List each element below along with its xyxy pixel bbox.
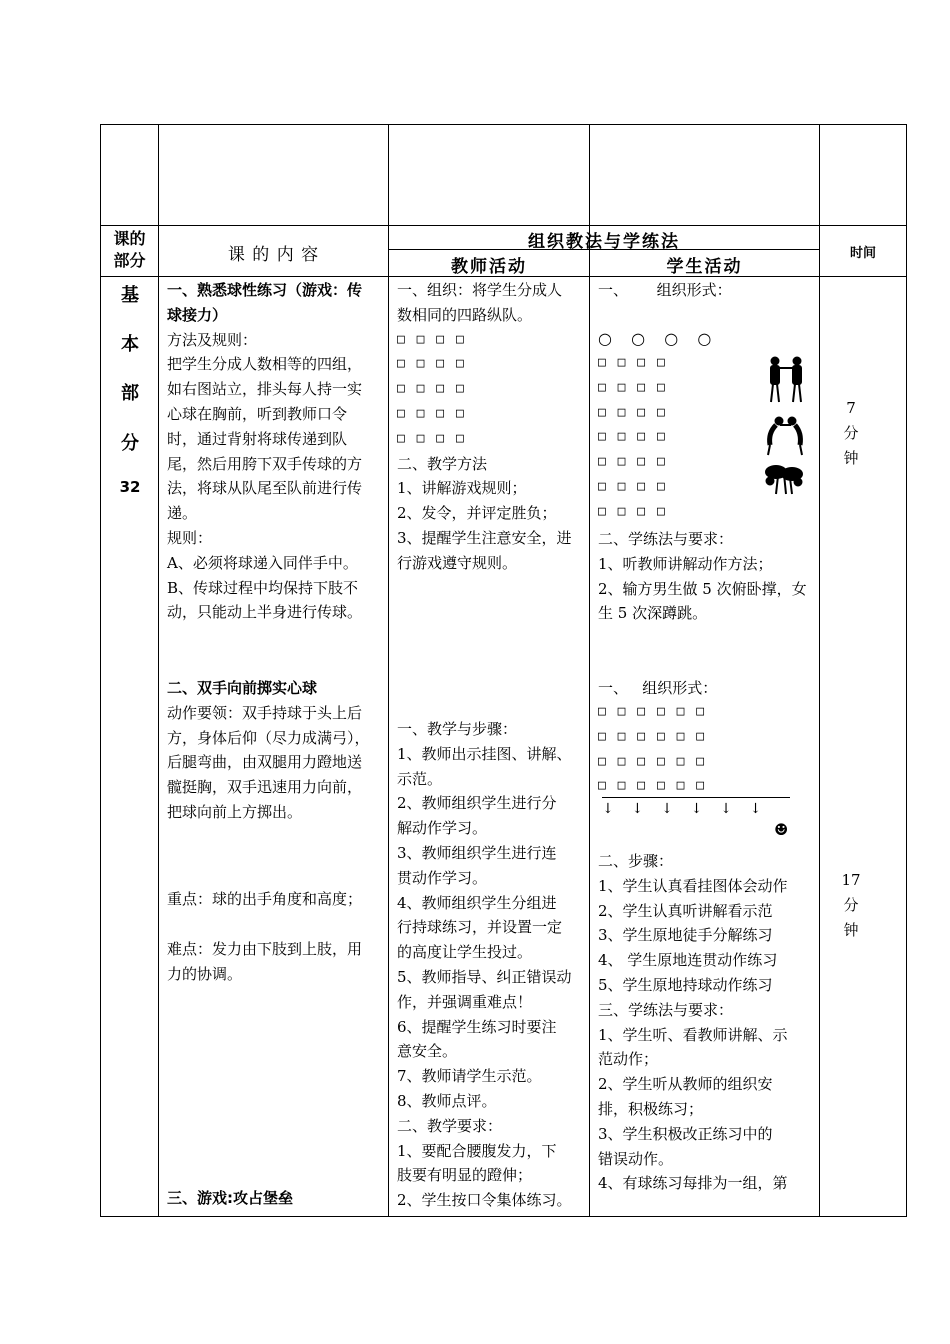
text-line: 1、教师出示挂图、讲解、 xyxy=(397,744,572,763)
student-block2-rest xyxy=(598,849,788,1196)
text-line: □ □ □ □ □ □ xyxy=(598,704,707,719)
text-line: 二、教学方法 xyxy=(397,454,488,473)
text-line: □ □ □ □ xyxy=(397,430,466,446)
text-line: 4、教师组织学生分组进 xyxy=(397,893,557,912)
text-line: □ □ □ □ xyxy=(397,331,466,347)
text-line: 1、学生认真看挂图体会动作 xyxy=(598,876,788,895)
section-char: 基 xyxy=(121,285,139,306)
text-line: □ □ □ □ xyxy=(598,379,667,395)
text-line: 动，只能动上半身进行传球。 xyxy=(167,603,363,622)
text-line: 1、听教师讲解动作方法； xyxy=(598,554,773,573)
throw-direction-arrows: ↓ ↓ ↓ ↓ ↓ ↓ xyxy=(602,801,762,817)
text-line: 5、学生原地持球动作练习 xyxy=(598,975,773,994)
student-grid1 xyxy=(598,351,667,525)
text-line: 8、教师点评。 xyxy=(397,1091,497,1110)
text-line: 方，身体后仰（尽力成满弓）， xyxy=(167,728,370,747)
text-line: 髋挺胸，双手迅速用力向前， xyxy=(167,778,363,797)
text-line: 如右图站立，排头每人持一实 xyxy=(167,380,363,399)
text-line: 解动作学习。 xyxy=(397,819,488,838)
text-line: 2、学生听从教师的组织安 xyxy=(598,1075,773,1094)
table-col-divider xyxy=(388,124,389,1216)
text-line: 时，通过背射将球传递到队 xyxy=(167,429,348,448)
header-time: 时间 xyxy=(849,246,876,261)
time-2 xyxy=(816,868,886,943)
text-line: □ □ □ □ xyxy=(598,454,667,470)
content-key-point: 重点：球的出手角度和高度； xyxy=(167,890,363,908)
content-part3: 三、游戏:攻占堡垒 xyxy=(167,1189,293,1207)
text-line: 5、教师指导、纠正错误动 xyxy=(397,967,572,986)
text-line: □ □ □ □ xyxy=(598,355,667,370)
content-part2 xyxy=(167,676,370,825)
table-border-bottom xyxy=(100,1216,907,1217)
text-line: □ □ □ □ xyxy=(397,405,466,421)
text-line: 错误动作。 xyxy=(598,1149,674,1168)
time-value: 17 xyxy=(841,871,861,889)
content-difficulty xyxy=(167,937,362,987)
text-line: □ □ □ □ xyxy=(598,404,667,420)
text-line: 7、教师请学生示范。 xyxy=(397,1067,542,1086)
text-line: 的高度让学生投过。 xyxy=(397,943,533,962)
text-line: 贯动作学习。 xyxy=(397,868,488,887)
header-org: 组织教法与学练法 xyxy=(528,232,680,252)
text-line: 尾，然后用胯下双手传球的方 xyxy=(167,454,363,473)
time-value: 7 xyxy=(846,399,856,417)
header-teacher: 教师活动 xyxy=(451,257,527,277)
text-line: 6、提醒学生练习时要注 xyxy=(397,1017,557,1036)
text-line: 作，并强调重难点！ xyxy=(397,992,533,1011)
table-col-divider xyxy=(589,124,590,1216)
text-line: 2、发令，并评定胜负； xyxy=(397,504,557,523)
text-line: □ □ □ □ xyxy=(598,503,667,519)
time-1 xyxy=(816,396,886,471)
table-col-divider xyxy=(819,124,820,1216)
header-section xyxy=(101,228,158,272)
header-section-text: 课的部分 xyxy=(113,229,146,270)
table-border-top xyxy=(100,124,907,125)
text-line: 4、有球练习每排为一组，第 xyxy=(598,1174,788,1193)
content-part1 xyxy=(167,278,362,625)
text-line: 3、学生积极改正练习中的 xyxy=(598,1124,773,1143)
time-unit: 钟 xyxy=(843,449,859,467)
throwing-line xyxy=(602,797,790,798)
text-line: 行游戏遵守规则。 xyxy=(397,553,518,572)
table-border-right xyxy=(906,124,907,1216)
text-line: 范动作； xyxy=(598,1050,659,1069)
text-line: 后腿弯曲，由双腿用力蹬地送 xyxy=(167,753,363,772)
time-unit: 分 xyxy=(843,896,859,914)
text-line: 二、学练法与要求： xyxy=(598,530,734,548)
student-grid2 xyxy=(598,700,706,799)
text-line: 1、要配合腰腹发力，下 xyxy=(397,1141,557,1160)
text-line: 数相同的四路纵队。 xyxy=(397,305,533,324)
text-line: 把学生分成人数相等的四组， xyxy=(167,355,363,374)
student-block2-title: 一、 组织形式： xyxy=(598,679,718,697)
difficulty-line: 难点：发力由下肢到上肢，用 xyxy=(167,940,363,958)
text-line: 肢要有明显的蹬伸； xyxy=(397,1166,533,1185)
text-line: 一、教学与步骤： xyxy=(397,720,518,738)
student-circles: ○ ○ ○ ○ xyxy=(598,329,715,348)
section-minutes: 32 xyxy=(119,478,141,496)
text-line: 生 5 次深蹲跳。 xyxy=(598,604,708,623)
passing-bending-figure xyxy=(762,415,808,457)
time-unit: 分 xyxy=(843,424,859,442)
text-line: 3、教师组织学生进行连 xyxy=(397,843,557,862)
header-content: 课 的 内 容 xyxy=(227,245,320,265)
text-line: 动作要领：双手持球于头上后 xyxy=(167,703,363,722)
text-line: 法，将球从队尾至队前进行传 xyxy=(167,479,363,498)
time-unit: 钟 xyxy=(843,921,859,939)
text-line: □ □ □ □ □ □ xyxy=(598,728,707,744)
text-line: 2、输方男生做 5 次俯卧撑，女 xyxy=(598,579,807,598)
text-line: □ □ □ □ □ □ xyxy=(598,753,707,769)
text-line: 规则： xyxy=(167,528,213,547)
text-line: 一、组织：将学生分成人 xyxy=(397,281,563,299)
text-line: 递。 xyxy=(167,504,198,523)
text-line: 一、熟悉球性练习（游戏：传 xyxy=(167,281,363,299)
text-line: 把球向前上方掷出。 xyxy=(167,802,303,821)
text-line: □ □ □ □ xyxy=(397,356,466,372)
text-line: 1、学生听、看教师讲解、示 xyxy=(598,1025,788,1044)
text-line: 2、学生按口令集体练习。 xyxy=(397,1191,572,1210)
text-line: □ □ □ □ xyxy=(598,478,667,494)
teacher-block1 xyxy=(397,278,572,576)
text-line: 4、 学生原地连贯动作练习 xyxy=(598,951,778,970)
text-line: 2、教师组织学生进行分 xyxy=(397,794,557,813)
text-line: 行持球练习，并设置一定 xyxy=(397,918,563,937)
text-line: 2、学生认真听讲解看示范 xyxy=(598,901,773,920)
text-line: 3、学生原地徒手分解练习 xyxy=(598,926,773,945)
text-line: 意安全。 xyxy=(397,1042,458,1061)
section-char: 部 xyxy=(121,383,139,404)
text-line: A、必须将球递入同伴手中。 xyxy=(167,553,358,572)
text-line: □ □ □ □ xyxy=(598,429,667,445)
header-top-line xyxy=(100,225,907,226)
text-line: B、传球过程中均保持下肢不 xyxy=(167,578,359,597)
text-line: 球接力） xyxy=(167,305,228,324)
text-line: 1、讲解游戏规则； xyxy=(397,479,527,498)
text-line: 示范。 xyxy=(397,769,443,788)
student-block1-title: 一、 组织形式： xyxy=(598,281,732,299)
header-student: 学生活动 xyxy=(666,257,743,277)
teacher-block2 xyxy=(397,717,572,1213)
text-line: 方法及规则： xyxy=(167,330,258,349)
text-line: 3、提醒学生注意安全，进 xyxy=(397,528,572,547)
text-line: □ □ □ □ □ □ xyxy=(598,778,707,794)
text-line: □ □ □ □ xyxy=(397,381,466,397)
passing-under-legs-figure xyxy=(760,462,808,496)
section-char: 分 xyxy=(121,433,139,454)
passing-overhead-figure xyxy=(764,356,808,408)
student-block1-req xyxy=(598,527,807,626)
section-char: 本 xyxy=(121,334,139,355)
text-line: 二、双手向前掷实心球 xyxy=(167,679,318,697)
difficulty-line: 力的协调。 xyxy=(167,964,243,983)
text-line: 二、教学要求： xyxy=(397,1116,503,1135)
text-line: 二、步骤： xyxy=(598,852,674,870)
text-line: 排，积极练习； xyxy=(598,1099,704,1118)
text-line: 心球在胸前，听到教师口令 xyxy=(167,404,348,423)
text-line: 三、学练法与要求： xyxy=(598,1000,734,1019)
smiley-icon: ☻ xyxy=(774,820,789,839)
